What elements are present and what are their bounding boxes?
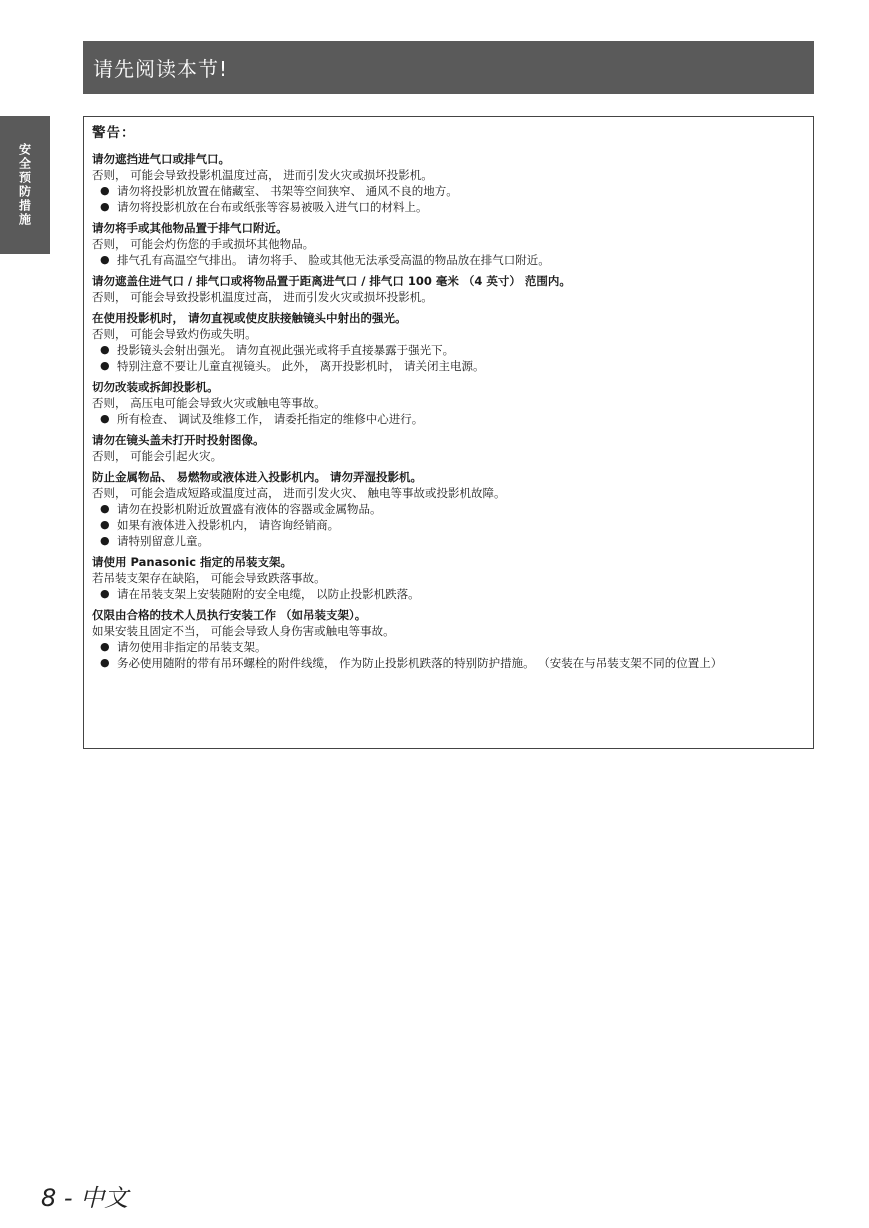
bullet-item — [92, 342, 805, 358]
warning-section — [92, 151, 805, 215]
warning-sections — [92, 151, 805, 671]
warning-section-title: 防止金属物品、 易燃物或液体进入投影机内。 请勿弄湿投影机。 — [92, 470, 423, 484]
bullet-text: 请在吊装支架上安装随附的安全电缆， 以防止投影机跌落。 — [117, 587, 420, 601]
bullet-text: 所有检查、 调试及维修工作， 请委托指定的维修中心进行。 — [117, 412, 424, 426]
bullet-dot-icon: ● — [100, 587, 110, 600]
warning-section-body: 否则， 高压电可能会导致火灾或触电等事故。 — [92, 396, 326, 410]
warning-section — [92, 554, 805, 602]
side-tab-label: 安全预防措施 — [17, 143, 32, 227]
warning-section-title: 请使用 Panasonic 指定的吊装支架。 — [92, 555, 293, 569]
warning-section-title: 请勿在镜头盖未打开时投射图像。 — [92, 433, 265, 447]
warning-heading: 警告： — [92, 125, 136, 141]
bullet-item — [92, 199, 805, 215]
bullet-item — [92, 639, 805, 655]
warning-section-body: 否则， 可能会造成短路或温度过高， 进而引发火灾、 触电等事故或投影机故障。 — [92, 486, 506, 500]
warning-section — [92, 607, 805, 671]
bullet-dot-icon: ● — [100, 534, 110, 547]
warning-section-body: 如果安装且固定不当， 可能会导致人身伤害或触电等事故。 — [92, 624, 395, 638]
bullet-text: 请勿将投影机放在台布或纸张等容易被吸入进气口的材料上。 — [117, 200, 428, 214]
side-tab — [0, 116, 50, 254]
warning-section — [92, 469, 805, 549]
bullet-dot-icon: ● — [100, 656, 110, 669]
bullet-dot-icon: ● — [100, 640, 110, 653]
warning-section-title: 切勿改装或拆卸投影机。 — [92, 380, 219, 394]
bullet-item — [92, 586, 805, 602]
bullet-text: 排气孔有高温空气排出。 请勿将手、 脸或其他无法承受高温的物品放在排气口附近。 — [117, 253, 550, 267]
bullet-dot-icon: ● — [100, 518, 110, 531]
warning-section-title: 在使用投影机时， 请勿直视或使皮肤接触镜头中射出的强光。 — [92, 311, 407, 325]
warning-section-body: 否则， 可能会引起火灾。 — [92, 449, 223, 463]
bullet-item — [92, 411, 805, 427]
warning-section-title: 仅限由合格的技术人员执行安装工作 （如吊装支架）。 — [92, 608, 367, 622]
warning-section-body: 否则， 可能会灼伤您的手或损坏其他物品。 — [92, 237, 315, 251]
warning-section-title: 请勿遮挡进气口或排气口。 — [92, 152, 230, 166]
bullet-dot-icon: ● — [100, 253, 110, 266]
bullet-item — [92, 533, 805, 549]
bullet-text: 请勿在投影机附近放置盛有液体的容器或金属物品。 — [117, 502, 382, 516]
warning-section — [92, 220, 805, 268]
warning-section — [92, 273, 805, 305]
bullet-text: 投影镜头会射出强光。 请勿直视此强光或将手直接暴露于强光下。 — [117, 343, 455, 357]
bullet-text: 请勿使用非指定的吊装支架。 — [117, 640, 267, 654]
warning-section — [92, 379, 805, 427]
bullet-item — [92, 183, 805, 199]
bullet-dot-icon: ● — [100, 359, 110, 372]
warning-section-body: 若吊装支架存在缺陷， 可能会导致跌落事故。 — [92, 571, 326, 585]
bullet-item — [92, 501, 805, 517]
warning-section-title: 请勿将手或其他物品置于排气口附近。 — [92, 221, 288, 235]
warning-section-body: 否则， 可能会导致投影机温度过高， 进而引发火灾或损坏投影机。 — [92, 168, 433, 182]
bullet-dot-icon: ● — [100, 343, 110, 356]
bullet-text: 如果有液体进入投影机内， 请咨询经销商。 — [117, 518, 340, 532]
warning-section-title: 请勿遮盖住进气口 / 排气口或将物品置于距离进气口 / 排气口 100 毫米 （4 英寸） 范围内。 — [92, 274, 571, 288]
warning-section-body: 否则， 可能会导致灼伤或失明。 — [92, 327, 257, 341]
bullet-item — [92, 517, 805, 533]
bullet-text: 请勿将投影机放置在储藏室、 书架等空间狭窄、 通风不良的地方。 — [117, 184, 458, 198]
bullet-dot-icon: ● — [100, 502, 110, 515]
bullet-item — [92, 358, 805, 374]
section-header-bar — [83, 41, 814, 94]
bullet-dot-icon: ● — [100, 200, 110, 213]
bullet-dot-icon: ● — [100, 412, 110, 425]
warning-section — [92, 310, 805, 374]
bullet-item — [92, 252, 805, 268]
bullet-dot-icon: ● — [100, 184, 110, 197]
page-number: 8 - 中文 — [41, 1184, 129, 1212]
warning-box — [83, 116, 814, 749]
bullet-text: 请特别留意儿童。 — [117, 534, 209, 548]
warning-section — [92, 432, 805, 464]
bullet-text: 特别注意不要让儿童直视镜头。 此外， 离开投影机时， 请关闭主电源。 — [117, 359, 485, 373]
bullet-item — [92, 655, 805, 671]
bullet-text: 务必使用随附的带有吊环螺栓的附件线缆， 作为防止投影机跌落的特别防护措施。 （安装在与吊装支架不同的位置上） — [117, 656, 723, 670]
warning-section-body: 否则， 可能会导致投影机温度过高， 进而引发火灾或损坏投影机。 — [92, 290, 433, 304]
section-title: 请先阅读本节! — [93, 57, 229, 81]
